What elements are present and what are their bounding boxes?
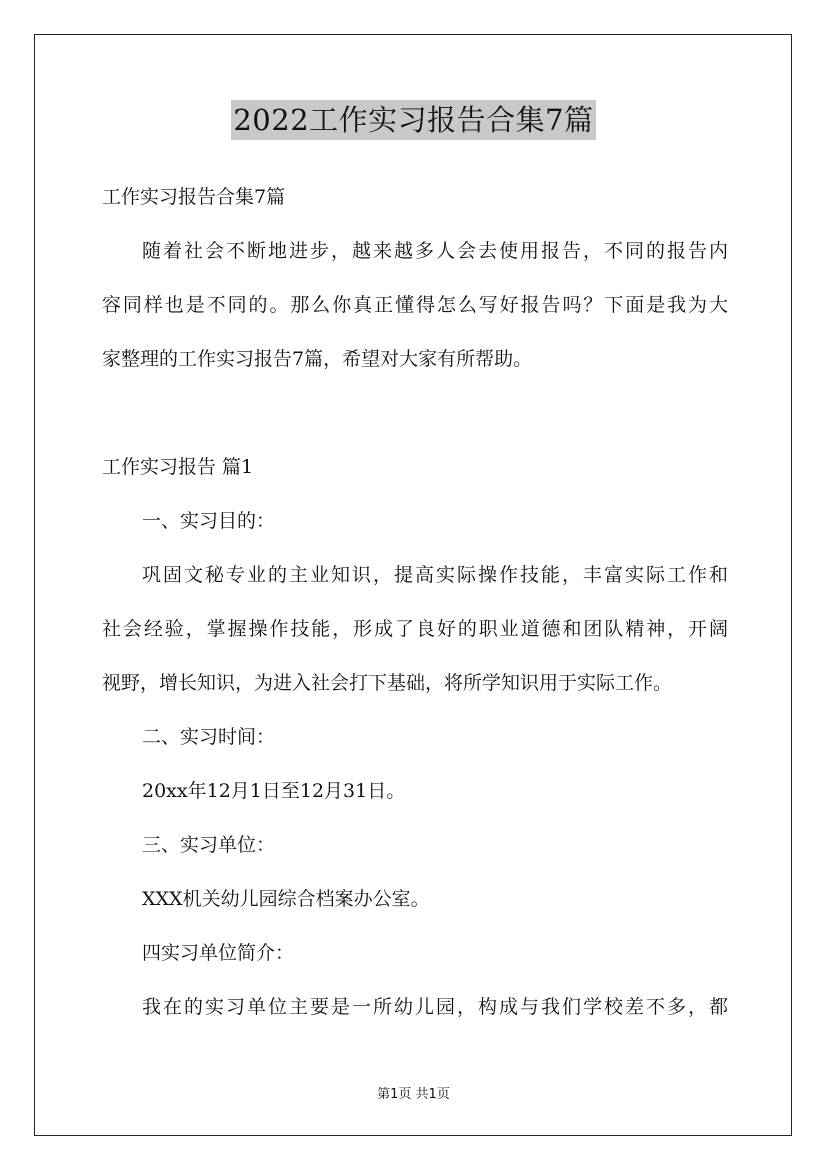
unit-intro-text: 我在的实习单位主要是一所幼儿园，构成与我们学校差不多，都 [142,996,728,1018]
document-subtitle: 工作实习报告合集7篇 [102,186,286,208]
unit-text: XXX机关幼儿园综合档案办公室。 [142,888,430,910]
time-heading: 二、实习时间： [142,726,276,748]
purpose-line-3: 视野，增长知识，为进入社会打下基础，将所学知识用于实际工作。 [102,672,673,694]
page-number-label: 第1页 共1页 [377,1087,450,1102]
time-text: 20xx年12月1日至12月31日。 [142,780,406,802]
intro-line-2: 容同样也是不同的。那么你真正懂得怎么写好报告吗？下面是我为大 [102,294,728,316]
document-title: 2022工作实习报告合集7篇 [231,100,595,140]
document-body [102,170,728,1034]
page-footer [0,1083,827,1102]
unit-intro-heading: 四实习单位简介： [142,942,295,964]
unit-heading: 三、实习单位： [142,834,276,856]
purpose-line-2: 社会经验，掌握操作技能，形成了良好的职业道德和团队精神，开阔 [102,618,728,640]
blank-line [102,386,728,440]
intro-line-3: 家整理的工作实习报告7篇，希望对大家有所帮助。 [102,348,533,370]
purpose-heading: 一、实习目的： [142,510,276,532]
purpose-line-1: 巩固文秘专业的主业知识，提高实际操作技能，丰富实际工作和 [142,564,728,586]
intro-line-1: 随着社会不断地进步，越来越多人会去使用报告，不同的报告内 [142,240,728,262]
title-container [0,100,827,140]
section-heading: 工作实习报告 篇1 [102,456,254,478]
